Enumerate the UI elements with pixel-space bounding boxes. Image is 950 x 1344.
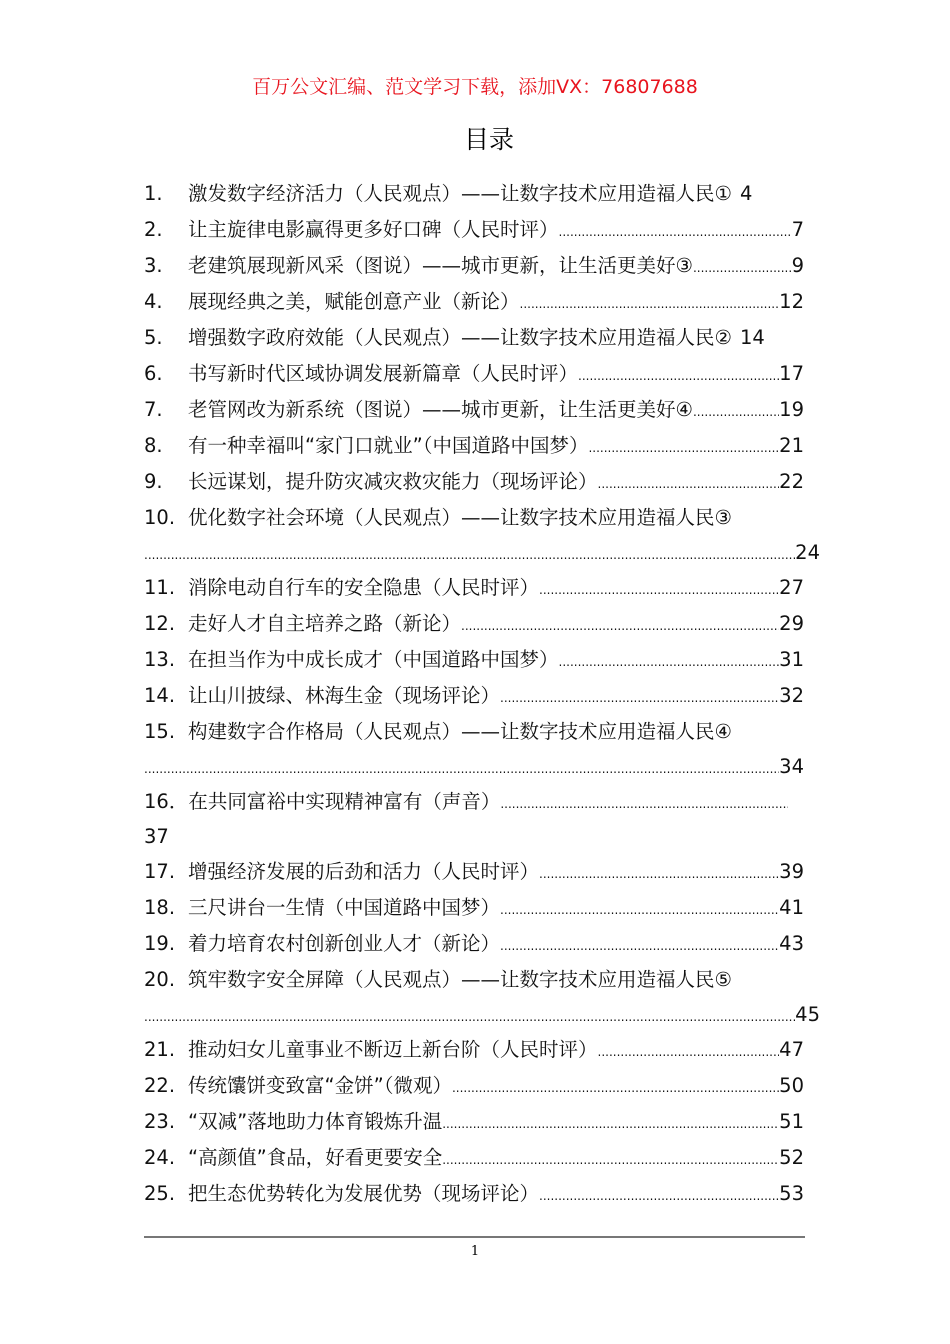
- entry-page: 27: [779, 576, 804, 599]
- entry-number: 23.: [144, 1110, 176, 1133]
- entry-page: 39: [779, 860, 804, 883]
- entry-page: 29: [779, 612, 804, 635]
- footer-rule: [144, 1236, 805, 1238]
- entry-number: 5.: [144, 326, 163, 349]
- entry-title: 把生态优势转化为发展优势（现场评论）: [188, 1182, 540, 1205]
- entry-page: 21: [779, 434, 804, 457]
- dot-leader: [588, 430, 779, 466]
- entry-number: 10.: [144, 506, 176, 529]
- entry-number: 4.: [144, 290, 163, 313]
- dot-leader: [500, 786, 788, 822]
- toc-entry[interactable]: [144, 926, 804, 962]
- dot-leader: [693, 250, 792, 286]
- entry-number: 3.: [144, 254, 163, 277]
- entry-title: 展现经典之美，赋能创意产业（新论）: [188, 290, 520, 313]
- toc-entry[interactable]: [144, 464, 804, 500]
- entry-page: 14: [739, 326, 765, 349]
- entry-page: 34: [779, 755, 804, 778]
- entry-page: 43: [779, 932, 804, 955]
- dot-leader: [539, 1178, 779, 1214]
- dot-leader: [539, 856, 779, 892]
- entry-number: 25.: [144, 1182, 176, 1205]
- entry-page: 7: [791, 218, 804, 241]
- toc-entry[interactable]: [144, 714, 804, 750]
- entry-number: 21.: [144, 1038, 176, 1061]
- entry-title: 增强经济发展的后劲和活力（人民时评）: [188, 860, 540, 883]
- dot-leader: [559, 214, 792, 250]
- dot-leader: [144, 1000, 795, 1034]
- toc-entry[interactable]: [144, 1176, 804, 1212]
- entry-number: 6.: [144, 362, 163, 385]
- entry-title: 激发数字经济活力（人民观点）——让数字技术应用造福人民①: [188, 182, 732, 205]
- dot-leader: [578, 358, 779, 394]
- entry-page: 19: [779, 398, 804, 421]
- entry-page: 24: [795, 541, 820, 564]
- entry-page: 12: [779, 290, 804, 313]
- toc-entry[interactable]: [144, 284, 804, 320]
- entry-page: 41: [779, 896, 804, 919]
- entry-number: 16．: [144, 790, 189, 813]
- toc-entry[interactable]: [144, 356, 804, 392]
- dot-leader: [144, 752, 779, 786]
- entry-title: 老建筑展现新风采（图说）——城市更新，让生活更美好③: [188, 254, 693, 277]
- toc-entry[interactable]: [144, 212, 804, 248]
- toc-entry-continuation[interactable]: [144, 750, 804, 784]
- toc-entry[interactable]: [144, 176, 834, 212]
- toc-entry[interactable]: [144, 678, 804, 714]
- toc-entry[interactable]: [144, 1140, 804, 1176]
- entry-title: 优化数字社会环境（人民观点）——让数字技术应用造福人民③: [188, 506, 732, 529]
- toc-entry[interactable]: [144, 606, 804, 642]
- dot-leader: [452, 1070, 779, 1106]
- table-of-contents: [144, 176, 820, 1212]
- entry-number: 20.: [144, 968, 176, 991]
- entry-title: 三尺讲台一生情（中国道路中国梦）: [188, 896, 501, 919]
- dot-leader: [520, 286, 780, 322]
- dot-leader: [559, 644, 780, 680]
- entry-number: 11.: [144, 576, 176, 599]
- entry-page: 31: [779, 648, 804, 671]
- entry-title: 长远谋划，提升防灾减灾救灾能力（现场评论）: [188, 470, 598, 493]
- toc-entry[interactable]: [144, 854, 804, 890]
- entry-title: 消除电动自行车的安全隐患（人民时评）: [188, 576, 540, 599]
- toc-entry-continuation[interactable]: [144, 998, 820, 1032]
- entry-title: 增强数字政府效能（人民观点）——让数字技术应用造福人民②: [188, 326, 732, 349]
- toc-entry[interactable]: [144, 428, 804, 464]
- entry-title: 有一种幸福叫“家门口就业”（中国道路中国梦）: [188, 434, 589, 457]
- dot-leader: [539, 572, 779, 608]
- toc-entry[interactable]: [144, 784, 788, 820]
- entry-page: 37: [144, 825, 169, 848]
- toc-entry[interactable]: [144, 248, 804, 284]
- toc-entry-continuation[interactable]: [144, 536, 820, 570]
- entry-title: 让山川披绿、林海生金（现场评论）: [188, 684, 501, 707]
- entry-number: 15.: [144, 720, 176, 743]
- entry-number: 17.: [144, 860, 176, 883]
- dot-leader: [500, 928, 779, 964]
- toc-entry[interactable]: [144, 1032, 804, 1068]
- toc-title: 目录: [463, 125, 514, 154]
- toc-entry[interactable]: [144, 500, 804, 536]
- toc-entry[interactable]: [144, 392, 804, 428]
- entry-page: 53: [779, 1182, 804, 1205]
- entry-page: 51: [779, 1110, 804, 1133]
- toc-entry[interactable]: [144, 642, 804, 678]
- dot-leader: [442, 1142, 779, 1178]
- dot-leader: [461, 608, 779, 644]
- dot-leader: [598, 1034, 780, 1070]
- entry-title: 老管网改为新系统（图说）——城市更新，让生活更美好④: [188, 398, 693, 421]
- entry-page: 22: [779, 470, 804, 493]
- entry-number: 9.: [144, 470, 163, 493]
- entry-number: 19.: [144, 932, 176, 955]
- entry-page: 50: [779, 1074, 804, 1097]
- entry-page: 45: [795, 1003, 820, 1026]
- entry-title: 走好人才自主培养之路（新论）: [188, 612, 462, 635]
- entry-page: 4: [739, 182, 753, 205]
- entry-page: 32: [779, 684, 804, 707]
- toc-entry[interactable]: [144, 962, 804, 998]
- dot-leader: [500, 892, 779, 928]
- entry-title: 书写新时代区域协调发展新篇章（人民时评）: [188, 362, 579, 385]
- entry-title: 在共同富裕中实现精神富有（声音）: [188, 790, 501, 813]
- entry-number: 7.: [144, 398, 163, 421]
- entry-page: 9: [791, 254, 804, 277]
- toc-entry[interactable]: [144, 1104, 804, 1140]
- entry-number: 12.: [144, 612, 176, 635]
- page-number: 1: [470, 1244, 480, 1259]
- watermark-banner: 百万公文汇编、范文学习下载，添加VX：76807688: [252, 76, 698, 98]
- entry-page: 52: [779, 1146, 804, 1169]
- dot-leader: [500, 680, 779, 716]
- dot-leader: [442, 1106, 779, 1142]
- entry-number: 18.: [144, 896, 176, 919]
- entry-number: 13.: [144, 648, 176, 671]
- entry-number: 22.: [144, 1074, 176, 1097]
- entry-title: 推动妇女儿童事业不断迈上新台阶（人民时评）: [188, 1038, 598, 1061]
- toc-entry-continuation[interactable]: [144, 820, 804, 854]
- entry-number: 24.: [144, 1146, 176, 1169]
- entry-title: 在担当作为中成长成才（中国道路中国梦）: [188, 648, 559, 671]
- toc-entry[interactable]: [144, 570, 804, 606]
- dot-leader: [693, 394, 779, 430]
- entry-number: 14.: [144, 684, 176, 707]
- entry-title: 让主旋律电影赢得更多好口碑（人民时评）: [188, 218, 559, 241]
- entry-number: 1.: [144, 182, 163, 205]
- entry-title: 构建数字合作格局（人民观点）——让数字技术应用造福人民④: [188, 720, 732, 743]
- entry-number: 8.: [144, 434, 163, 457]
- toc-entry[interactable]: [144, 1068, 804, 1104]
- entry-title: 筑牢数字安全屏障（人民观点）——让数字技术应用造福人民⑤: [188, 968, 732, 991]
- entry-title: “高颜值”食品，好看更要安全: [188, 1146, 443, 1169]
- entry-number: 2.: [144, 218, 163, 241]
- entry-title: 着力培育农村创新创业人才（新论）: [188, 932, 501, 955]
- toc-entry[interactable]: [144, 890, 804, 926]
- dot-leader: [144, 538, 795, 572]
- entry-page: 47: [779, 1038, 804, 1061]
- entry-title: 传统馕饼变致富“金饼”（微观）: [188, 1074, 452, 1097]
- entry-page: 17: [779, 362, 804, 385]
- dot-leader: [598, 466, 780, 502]
- toc-entry[interactable]: [144, 320, 834, 356]
- entry-title: “双减”落地助力体育锻炼升温: [188, 1110, 443, 1133]
